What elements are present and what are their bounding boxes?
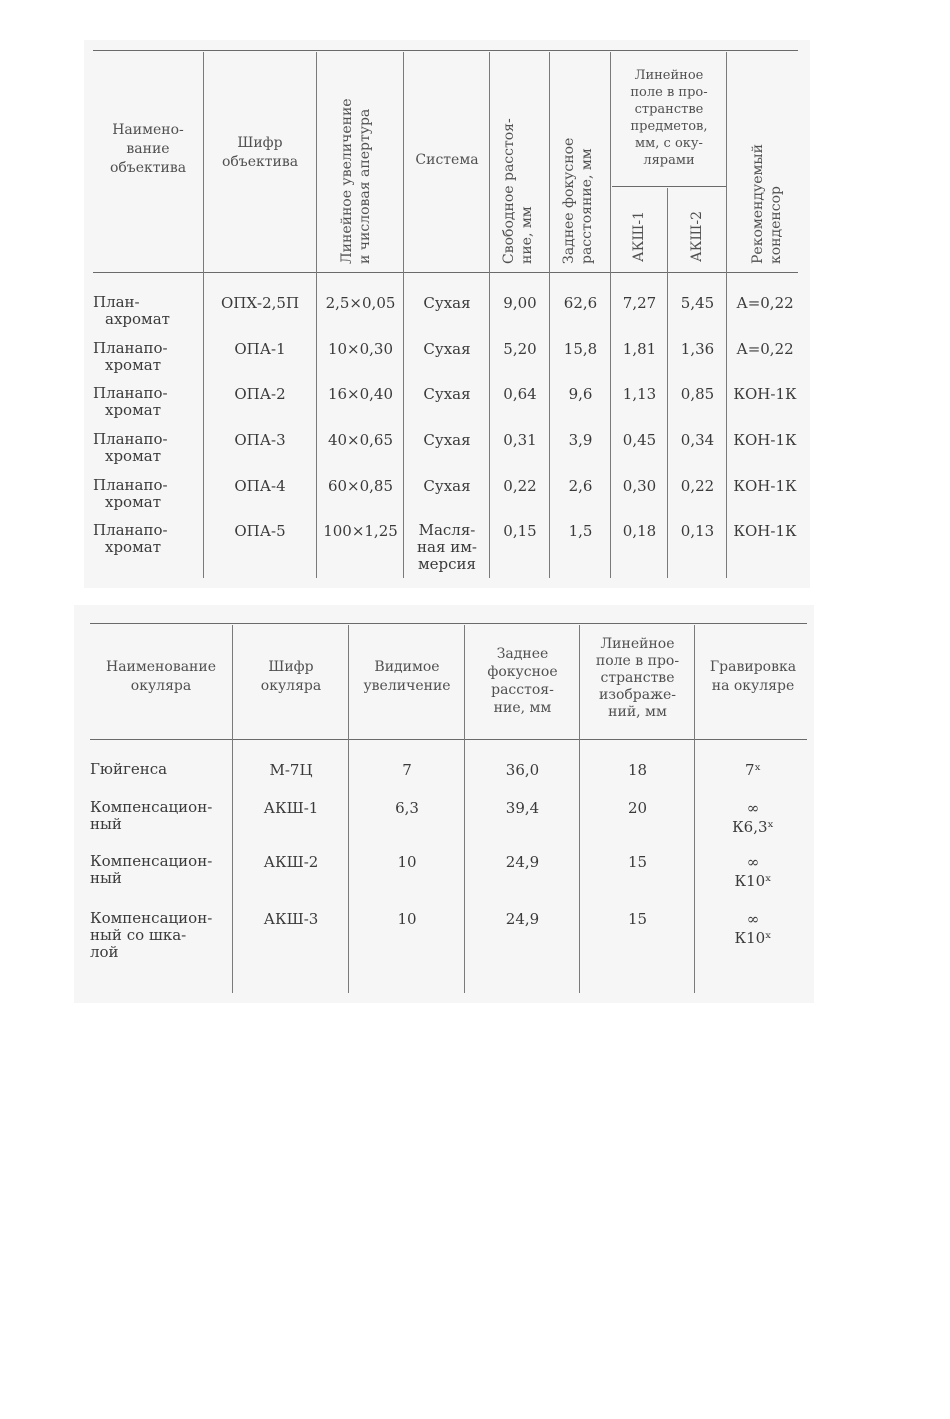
eyepiece-code: АКШ-3 bbox=[263, 910, 319, 928]
objective-free-distance: 9,00 bbox=[503, 294, 537, 312]
objective-condenser: КОН-1К bbox=[733, 477, 797, 495]
eyepiece-back-focal: 24,9 bbox=[505, 910, 540, 928]
objective-field-akh1: 0,45 bbox=[622, 431, 657, 449]
column-divider bbox=[489, 52, 490, 578]
objective-field-akh1: 7,27 bbox=[622, 294, 657, 312]
objective-magnification: 2,5×0,05 bbox=[325, 294, 396, 312]
header-objective-name: Наимено- вание объектива bbox=[109, 122, 187, 176]
eyepiece-magnification: 10 bbox=[397, 910, 417, 928]
objective-condenser: А=0,22 bbox=[736, 340, 794, 358]
header-field-akh1: АКШ-1 bbox=[631, 210, 647, 262]
objective-magnification: 60×0,85 bbox=[327, 477, 394, 495]
objective-free-distance: 5,20 bbox=[503, 340, 537, 358]
table-top-rule bbox=[90, 623, 807, 624]
eyepiece-engraving: ∞ К10ˣ bbox=[734, 853, 772, 890]
objective-back-focal: 15,8 bbox=[563, 340, 598, 358]
eyepiece-back-focal: 24,9 bbox=[505, 853, 540, 871]
eyepiece-engraving: 7ˣ bbox=[745, 761, 761, 779]
eyepiece-magnification: 7 bbox=[402, 761, 412, 779]
eyepiece-name: Компенсацион- ный bbox=[90, 852, 213, 887]
objective-code: ОПХ-2,5П bbox=[220, 294, 300, 312]
header-eyepiece-name: Наименование окуляра bbox=[106, 659, 216, 694]
column-divider bbox=[610, 52, 611, 578]
objective-magnification: 40×0,65 bbox=[327, 431, 394, 449]
objective-back-focal: 9,6 bbox=[568, 385, 593, 403]
objective-field-akh2: 5,45 bbox=[680, 294, 715, 312]
field-subheader-rule bbox=[612, 186, 726, 187]
objective-magnification: 16×0,40 bbox=[327, 385, 394, 403]
objective-code: ОПА-5 bbox=[234, 522, 286, 540]
objective-field-akh2: 0,13 bbox=[680, 522, 715, 540]
objective-name: Планапо- хромат bbox=[93, 521, 168, 556]
objective-magnification: 10×0,30 bbox=[327, 340, 394, 358]
objective-field-akh1: 0,30 bbox=[622, 477, 657, 495]
objective-field-akh1: 0,18 bbox=[622, 522, 657, 540]
objective-code: ОПА-2 bbox=[234, 385, 286, 403]
objective-free-distance: 0,64 bbox=[503, 385, 537, 403]
header-eyepiece-code: Шифр окуляра bbox=[260, 659, 322, 694]
header-objective-code: Шифр объектива bbox=[221, 135, 299, 170]
objective-name: Планапо- хромат bbox=[93, 476, 168, 511]
objective-field-akh2: 0,85 bbox=[680, 385, 715, 403]
eyepiece-back-focal: 36,0 bbox=[505, 761, 540, 779]
eyepiece-name: Гюйгенса bbox=[90, 760, 168, 778]
header-engraving: Гравировка на окуляре bbox=[709, 659, 797, 694]
eyepiece-engraving: ∞ К6,3ˣ bbox=[732, 799, 774, 836]
objective-free-distance: 0,15 bbox=[503, 522, 537, 540]
eyepiece-image-field: 15 bbox=[627, 910, 648, 928]
objective-condenser: КОН-1К bbox=[733, 385, 797, 403]
column-divider bbox=[316, 52, 317, 578]
column-divider bbox=[403, 52, 404, 578]
eyepiece-image-field: 18 bbox=[627, 761, 648, 779]
column-divider bbox=[464, 625, 465, 993]
eyepiece-image-field: 15 bbox=[627, 853, 648, 871]
column-divider bbox=[579, 625, 580, 993]
eyepiece-magnification: 6,3 bbox=[395, 799, 419, 817]
objective-name: Планапо- хромат bbox=[93, 339, 168, 374]
objective-back-focal: 1,5 bbox=[568, 522, 593, 540]
objective-system: Сухая bbox=[423, 385, 471, 403]
eyepiece-code: АКШ-2 bbox=[263, 853, 319, 871]
objective-back-focal: 3,9 bbox=[568, 431, 593, 449]
objective-name: Планапо- хромат bbox=[93, 384, 168, 419]
header-bottom-rule bbox=[93, 272, 798, 273]
objective-back-focal: 62,6 bbox=[563, 294, 598, 312]
objective-system: Сухая bbox=[423, 477, 471, 495]
eyepiece-name: Компенсацион- ный со шка- лой bbox=[90, 909, 213, 961]
header-field-akh2: АКШ-2 bbox=[689, 210, 705, 262]
column-divider bbox=[549, 52, 550, 578]
column-divider bbox=[348, 625, 349, 993]
objective-name: Планапо- хромат bbox=[93, 430, 168, 465]
eyepiece-code: М-7Ц bbox=[269, 761, 313, 779]
objective-code: ОПА-3 bbox=[234, 431, 286, 449]
objective-magnification: 100×1,25 bbox=[323, 522, 398, 540]
header-system: Система bbox=[415, 152, 479, 168]
objective-field-akh1: 1,13 bbox=[622, 385, 657, 403]
eyepiece-name: Компенсацион- ный bbox=[90, 798, 213, 833]
objective-condenser: КОН-1К bbox=[733, 431, 797, 449]
eyepiece-engraving: ∞ К10ˣ bbox=[734, 910, 772, 947]
objective-free-distance: 0,22 bbox=[503, 477, 537, 495]
objective-system: Масля- ная им- мерсия bbox=[417, 521, 477, 573]
eyepiece-magnification: 10 bbox=[397, 853, 417, 871]
objective-name: План- ахромат bbox=[93, 293, 170, 328]
objective-field-akh1: 1,81 bbox=[622, 340, 657, 358]
header-condenser: Рекомендуемый конденсор bbox=[750, 144, 784, 264]
header-back-focal: Заднее фокусное расстояние, мм bbox=[561, 137, 595, 264]
header-bottom-rule bbox=[90, 739, 807, 740]
objective-condenser: КОН-1К bbox=[733, 522, 797, 540]
objective-system: Сухая bbox=[423, 431, 471, 449]
objective-code: ОПА-4 bbox=[234, 477, 286, 495]
header-magnification: Линейное увеличение и числовая апертура bbox=[339, 98, 373, 264]
eyepiece-image-field: 20 bbox=[627, 799, 648, 817]
header-image-field: Линейное поле в про- странстве изображе- ний, мм bbox=[595, 636, 680, 720]
column-divider bbox=[203, 52, 204, 578]
objective-system: Сухая bbox=[423, 294, 471, 312]
column-divider bbox=[667, 188, 668, 578]
column-divider bbox=[694, 625, 695, 993]
eyepiece-back-focal: 39,4 bbox=[505, 799, 540, 817]
eyepiece-code: АКШ-1 bbox=[263, 799, 319, 817]
header-visible-magnification: Видимое увеличение bbox=[363, 659, 451, 694]
objective-field-akh2: 1,36 bbox=[680, 340, 715, 358]
header-free-distance: Свободное расстоя- ние, мм bbox=[501, 118, 535, 264]
objective-code: ОПА-1 bbox=[234, 340, 286, 358]
objective-back-focal: 2,6 bbox=[568, 477, 593, 495]
objective-free-distance: 0,31 bbox=[503, 431, 537, 449]
objective-system: Сухая bbox=[423, 340, 471, 358]
objective-field-akh2: 0,34 bbox=[680, 431, 715, 449]
header-field-group: Линейное поле в про- странстве предметов, мм, с оку- лярами bbox=[630, 68, 708, 168]
column-divider bbox=[726, 52, 727, 578]
table-top-rule bbox=[93, 50, 798, 51]
header-eyepiece-back-focal: Заднее фокусное расстоя- ние, мм bbox=[487, 646, 558, 716]
objective-field-akh2: 0,22 bbox=[680, 477, 715, 495]
objective-condenser: А=0,22 bbox=[736, 294, 794, 312]
column-divider bbox=[232, 625, 233, 993]
